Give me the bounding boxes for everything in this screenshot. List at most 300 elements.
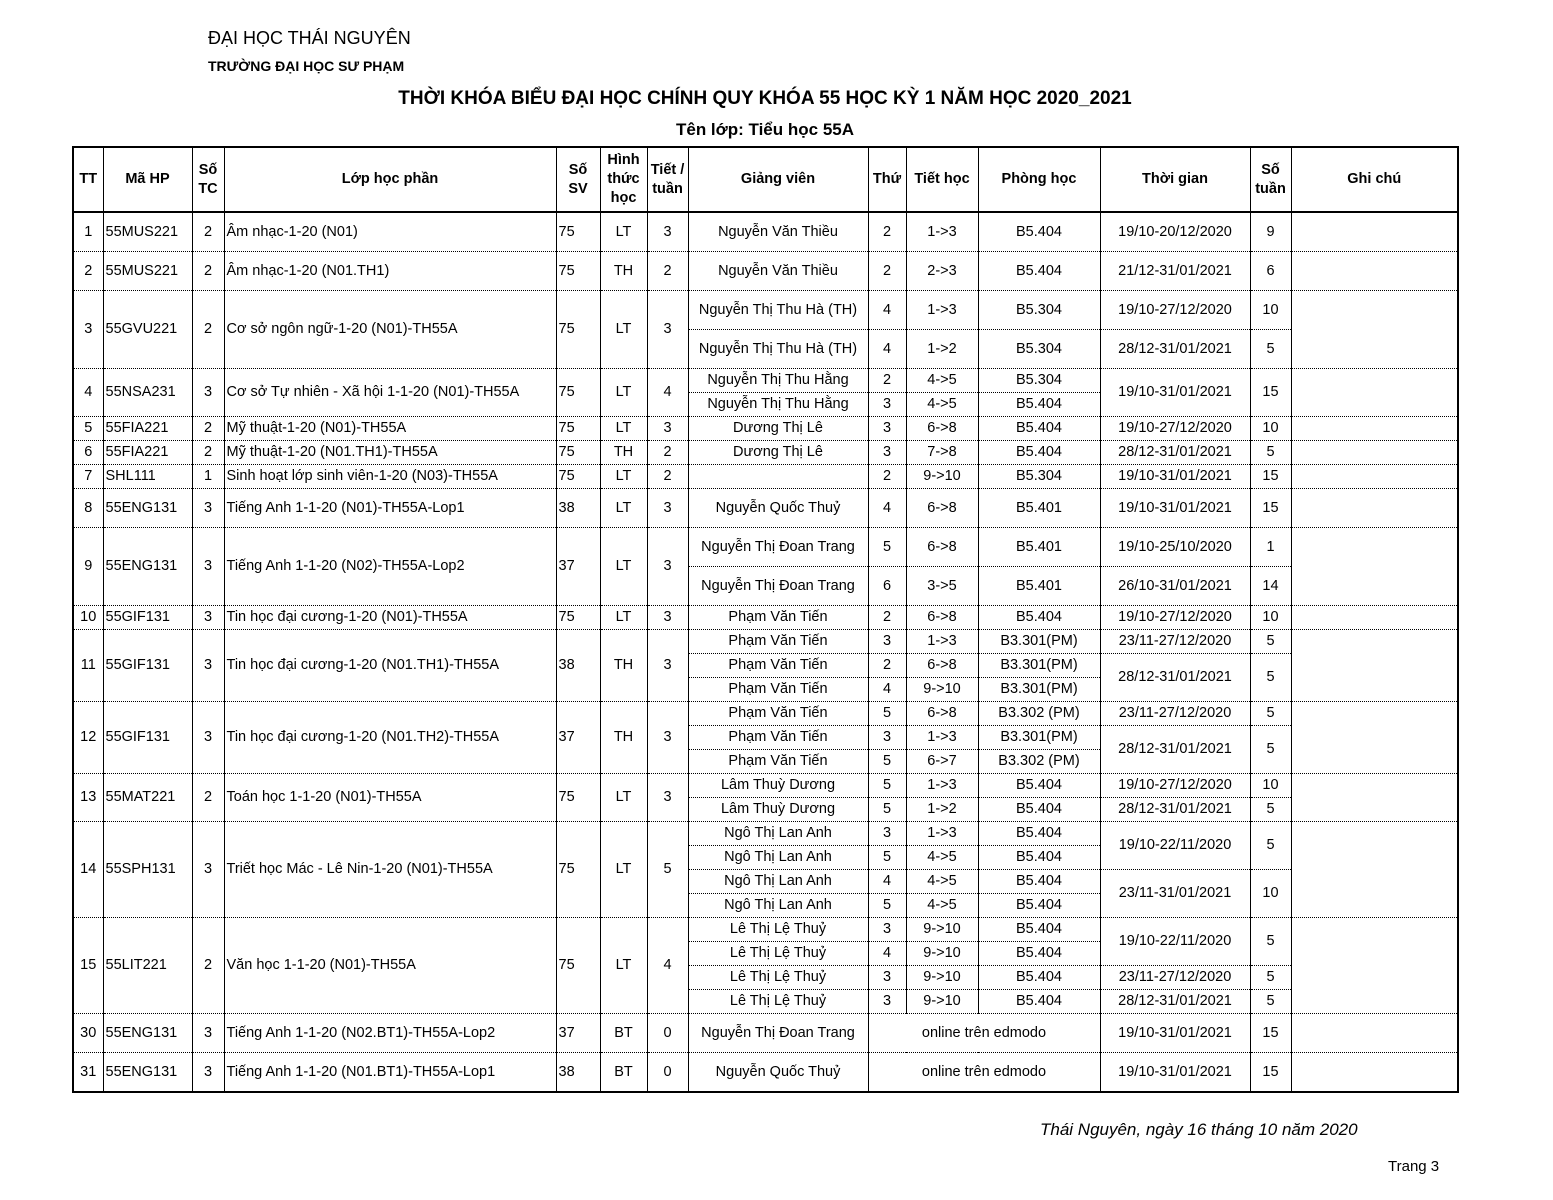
cell-thu: 5 — [868, 749, 906, 773]
cell-giang-vien: Phạm Văn Tiến — [688, 629, 868, 653]
cell-thoi-gian: 23/11-27/12/2020 — [1100, 629, 1250, 653]
cell-tiet-hoc: 1->3 — [906, 212, 978, 251]
cell-lop-hoc-phan: Âm nhạc-1-20 (N01) — [224, 212, 556, 251]
header-row — [73, 147, 1458, 212]
cell-giang-vien: Nguyễn Thị Thu Hà (TH) — [688, 290, 868, 329]
cell-thu: 3 — [868, 821, 906, 845]
timetable-body — [73, 212, 1458, 1092]
class-name: Tên lớp: Tiểu học 55A — [675, 120, 855, 139]
cell-tiet-hoc: 1->3 — [906, 725, 978, 749]
cell-hinh-thuc: LT — [600, 368, 647, 416]
cell-giang-vien: Phạm Văn Tiến — [688, 701, 868, 725]
cell-thoi-gian: 28/12-31/01/2021 — [1100, 797, 1250, 821]
cell-tiet-hoc: 9->10 — [906, 464, 978, 488]
cell-thoi-gian: 28/12-31/01/2021 — [1100, 989, 1250, 1013]
col-header-ma-hp: Mã HP — [103, 147, 192, 212]
cell-phong-hoc: B5.404 — [978, 893, 1100, 917]
cell-ma-hp: 55MUS221 — [103, 212, 192, 251]
cell-thu: 3 — [868, 965, 906, 989]
cell-so-sv: 75 — [556, 368, 600, 416]
cell-tiet-tuan: 4 — [647, 917, 688, 1013]
cell-lop-hoc-phan: Mỹ thuật-1-20 (N01.TH1)-TH55A — [224, 440, 556, 464]
cell-so-tuan: 10 — [1250, 773, 1291, 797]
cell-giang-vien: Dương Thị Lê — [688, 440, 868, 464]
cell-giang-vien: Nguyễn Quốc Thuỷ — [688, 488, 868, 527]
table-row — [73, 212, 1458, 251]
cell-so-tc: 3 — [192, 629, 224, 701]
col-header-so-sv: Số SV — [556, 147, 600, 212]
cell-tiet-hoc: 6->8 — [906, 653, 978, 677]
cell-so-tc: 3 — [192, 488, 224, 527]
table-row — [73, 464, 1458, 488]
cell-tiet-hoc: 4->5 — [906, 368, 978, 392]
cell-tt: 6 — [73, 440, 103, 464]
cell-phong-hoc: B5.404 — [978, 212, 1100, 251]
cell-ghi-chu — [1291, 440, 1458, 464]
cell-ghi-chu — [1291, 251, 1458, 290]
cell-ma-hp: 55ENG131 — [103, 1013, 192, 1052]
cell-tt: 31 — [73, 1052, 103, 1092]
cell-phong-hoc: B5.404 — [978, 845, 1100, 869]
cell-phong-hoc: B5.304 — [978, 290, 1100, 329]
university-name: ĐẠI HỌC THÁI NGUYÊN — [208, 28, 411, 48]
cell-tiet-hoc: 6->8 — [906, 416, 978, 440]
cell-so-tuan: 5 — [1250, 329, 1291, 368]
cell-so-sv: 75 — [556, 605, 600, 629]
cell-thoi-gian: 28/12-31/01/2021 — [1100, 725, 1250, 773]
cell-giang-vien: Ngô Thị Lan Anh — [688, 893, 868, 917]
cell-lop-hoc-phan: Triết học Mác - Lê Nin-1-20 (N01)-TH55A — [224, 821, 556, 917]
cell-ma-hp: 55NSA231 — [103, 368, 192, 416]
cell-so-sv: 75 — [556, 773, 600, 821]
table-row — [73, 488, 1458, 527]
cell-so-tuan: 10 — [1250, 290, 1291, 329]
cell-thu: 2 — [868, 464, 906, 488]
cell-ghi-chu — [1291, 1052, 1458, 1092]
cell-tiet-hoc: 6->8 — [906, 527, 978, 566]
cell-tiet-tuan: 3 — [647, 629, 688, 701]
cell-tiet-hoc: 4->5 — [906, 845, 978, 869]
cell-giang-vien: Nguyễn Thị Thu Hằng — [688, 392, 868, 416]
cell-phong-hoc: B5.404 — [978, 440, 1100, 464]
cell-so-tc: 3 — [192, 1013, 224, 1052]
cell-thu: 6 — [868, 566, 906, 605]
table-row — [73, 440, 1458, 464]
cell-tt: 2 — [73, 251, 103, 290]
cell-so-tc: 2 — [192, 416, 224, 440]
table-row — [73, 368, 1458, 392]
cell-tiet-hoc: 1->3 — [906, 629, 978, 653]
cell-ghi-chu — [1291, 488, 1458, 527]
cell-tiet-hoc: 6->8 — [906, 605, 978, 629]
cell-ma-hp: 55FIA221 — [103, 440, 192, 464]
cell-lop-hoc-phan: Cơ sở ngôn ngữ-1-20 (N01)-TH55A — [224, 290, 556, 368]
cell-so-tuan: 15 — [1250, 464, 1291, 488]
cell-giang-vien: Phạm Văn Tiến — [688, 605, 868, 629]
cell-ghi-chu — [1291, 1013, 1458, 1052]
cell-thoi-gian: 19/10-27/12/2020 — [1100, 290, 1250, 329]
table-row — [73, 917, 1458, 941]
cell-so-sv: 75 — [556, 290, 600, 368]
table-row — [73, 527, 1458, 566]
cell-phong-hoc: B5.404 — [978, 392, 1100, 416]
table-row — [73, 290, 1458, 329]
cell-so-sv: 38 — [556, 1052, 600, 1092]
cell-tiet-tuan: 3 — [647, 212, 688, 251]
cell-lop-hoc-phan: Mỹ thuật-1-20 (N01)-TH55A — [224, 416, 556, 440]
table-row — [73, 773, 1458, 797]
cell-hinh-thuc: BT — [600, 1052, 647, 1092]
cell-tiet-tuan: 3 — [647, 488, 688, 527]
cell-so-sv: 75 — [556, 416, 600, 440]
cell-thu: 3 — [868, 989, 906, 1013]
cell-lop-hoc-phan: Tin học đại cương-1-20 (N01.TH2)-TH55A — [224, 701, 556, 773]
cell-phong-hoc: B5.404 — [978, 989, 1100, 1013]
cell-ma-hp: 55FIA221 — [103, 416, 192, 440]
col-header-thu: Thứ — [868, 147, 906, 212]
cell-thu: 5 — [868, 527, 906, 566]
cell-tt: 9 — [73, 527, 103, 605]
timetable — [72, 146, 1459, 1093]
cell-so-tuan: 5 — [1250, 629, 1291, 653]
cell-ghi-chu — [1291, 917, 1458, 1013]
cell-tt: 7 — [73, 464, 103, 488]
cell-ma-hp: 55LIT221 — [103, 917, 192, 1013]
cell-hinh-thuc: TH — [600, 440, 647, 464]
cell-so-sv: 38 — [556, 488, 600, 527]
cell-tiet-hoc: 9->10 — [906, 965, 978, 989]
cell-tiet-hoc: 9->10 — [906, 989, 978, 1013]
cell-tt: 30 — [73, 1013, 103, 1052]
cell-so-tc: 3 — [192, 1052, 224, 1092]
cell-ghi-chu — [1291, 212, 1458, 251]
col-header-hinh-thuc: Hình thức học — [600, 147, 647, 212]
cell-thu: 5 — [868, 773, 906, 797]
cell-thoi-gian: 19/10-31/01/2021 — [1100, 488, 1250, 527]
cell-phong-hoc: B5.401 — [978, 527, 1100, 566]
cell-so-tc: 2 — [192, 773, 224, 821]
cell-lop-hoc-phan: Cơ sở Tự nhiên - Xã hội 1-1-20 (N01)-TH55A — [224, 368, 556, 416]
cell-giang-vien: Lê Thị Lệ Thuỷ — [688, 917, 868, 941]
cell-ghi-chu — [1291, 821, 1458, 917]
cell-giang-vien: Nguyễn Thị Đoan Trang — [688, 1013, 868, 1052]
col-header-lop-hoc-phan: Lớp học phần — [224, 147, 556, 212]
col-header-giang-vien: Giảng viên — [688, 147, 868, 212]
table-row — [73, 1013, 1458, 1052]
cell-tiet-tuan: 2 — [647, 464, 688, 488]
cell-thu: 5 — [868, 797, 906, 821]
cell-thoi-gian: 19/10-25/10/2020 — [1100, 527, 1250, 566]
cell-so-tuan: 6 — [1250, 251, 1291, 290]
page-number: Trang 3 — [1388, 1158, 1440, 1175]
col-header-phong-hoc: Phòng học — [978, 147, 1100, 212]
cell-tiet-tuan: 3 — [647, 701, 688, 773]
cell-giang-vien: Nguyễn Thị Thu Hằng — [688, 368, 868, 392]
col-header-tiet-tuan: Tiết / tuần — [647, 147, 688, 212]
cell-so-tuan: 15 — [1250, 1013, 1291, 1052]
cell-giang-vien: Phạm Văn Tiến — [688, 677, 868, 701]
cell-so-tc: 3 — [192, 821, 224, 917]
cell-tiet-tuan: 0 — [647, 1013, 688, 1052]
cell-tiet-hoc: 6->7 — [906, 749, 978, 773]
cell-thu: 3 — [868, 917, 906, 941]
cell-tiet-hoc: 1->3 — [906, 290, 978, 329]
cell-so-tc: 3 — [192, 527, 224, 605]
cell-tiet-hoc: 4->5 — [906, 869, 978, 893]
cell-hinh-thuc: LT — [600, 773, 647, 821]
cell-ma-hp: 55ENG131 — [103, 488, 192, 527]
cell-thu: 5 — [868, 845, 906, 869]
cell-so-tuan: 15 — [1250, 368, 1291, 416]
cell-lop-hoc-phan: Tiếng Anh 1-1-20 (N02.BT1)-TH55A-Lop2 — [224, 1013, 556, 1052]
cell-tiet-tuan: 3 — [647, 290, 688, 368]
cell-thoi-gian: 28/12-31/01/2021 — [1100, 329, 1250, 368]
cell-so-tuan: 5 — [1250, 797, 1291, 821]
cell-ghi-chu — [1291, 416, 1458, 440]
cell-phong-hoc: B5.404 — [978, 416, 1100, 440]
cell-giang-vien — [688, 464, 868, 488]
cell-ma-hp: 55SPH131 — [103, 821, 192, 917]
table-row — [73, 821, 1458, 845]
cell-so-tc: 2 — [192, 212, 224, 251]
col-header-tt: TT — [73, 147, 103, 212]
cell-phong-hoc: B5.404 — [978, 869, 1100, 893]
cell-ghi-chu — [1291, 605, 1458, 629]
cell-lop-hoc-phan: Sinh hoạt lớp sinh viên-1-20 (N03)-TH55A — [224, 464, 556, 488]
cell-thoi-gian: 23/11-27/12/2020 — [1100, 965, 1250, 989]
table-row — [73, 605, 1458, 629]
cell-hinh-thuc: LT — [600, 464, 647, 488]
cell-thoi-gian: 19/10-27/12/2020 — [1100, 773, 1250, 797]
cell-hinh-thuc: TH — [600, 251, 647, 290]
cell-so-tc: 1 — [192, 464, 224, 488]
cell-phong-hoc: B3.301(PM) — [978, 653, 1100, 677]
cell-thu: 3 — [868, 392, 906, 416]
cell-thu: 4 — [868, 677, 906, 701]
cell-tiet-hoc: 1->3 — [906, 821, 978, 845]
cell-thu: 3 — [868, 629, 906, 653]
cell-ma-hp: 55MUS221 — [103, 251, 192, 290]
cell-ma-hp: 55GIF131 — [103, 701, 192, 773]
cell-phong-hoc: B3.301(PM) — [978, 677, 1100, 701]
cell-phong-hoc: B5.404 — [978, 251, 1100, 290]
cell-phong-hoc: B5.404 — [978, 965, 1100, 989]
cell-phong-hoc: B3.301(PM) — [978, 725, 1100, 749]
cell-thoi-gian: 19/10-20/12/2020 — [1100, 212, 1250, 251]
cell-lop-hoc-phan: Tiếng Anh 1-1-20 (N01.BT1)-TH55A-Lop1 — [224, 1052, 556, 1092]
col-header-so-tc: Số TC — [192, 147, 224, 212]
cell-tiet-tuan: 2 — [647, 251, 688, 290]
cell-hinh-thuc: TH — [600, 701, 647, 773]
cell-giang-vien: Phạm Văn Tiến — [688, 749, 868, 773]
cell-tt: 10 — [73, 605, 103, 629]
cell-tiet-tuan: 2 — [647, 440, 688, 464]
cell-giang-vien: Lê Thị Lệ Thuỷ — [688, 989, 868, 1013]
cell-ghi-chu — [1291, 368, 1458, 416]
cell-online: online trên edmodo — [868, 1013, 1100, 1052]
cell-hinh-thuc: LT — [600, 527, 647, 605]
cell-thoi-gian: 28/12-31/01/2021 — [1100, 653, 1250, 701]
cell-thu: 4 — [868, 869, 906, 893]
cell-thoi-gian: 28/12-31/01/2021 — [1100, 440, 1250, 464]
cell-ghi-chu — [1291, 773, 1458, 821]
cell-so-sv: 38 — [556, 629, 600, 701]
cell-phong-hoc: B5.404 — [978, 917, 1100, 941]
cell-tiet-hoc: 9->10 — [906, 941, 978, 965]
cell-tiet-hoc: 4->5 — [906, 893, 978, 917]
cell-phong-hoc: B5.304 — [978, 329, 1100, 368]
cell-phong-hoc: B3.302 (PM) — [978, 701, 1100, 725]
cell-giang-vien: Nguyễn Quốc Thuỷ — [688, 1052, 868, 1092]
cell-lop-hoc-phan: Tin học đại cương-1-20 (N01)-TH55A — [224, 605, 556, 629]
cell-thoi-gian: 19/10-31/01/2021 — [1100, 1052, 1250, 1092]
cell-hinh-thuc: LT — [600, 605, 647, 629]
cell-giang-vien: Phạm Văn Tiến — [688, 653, 868, 677]
cell-tiet-hoc: 1->3 — [906, 773, 978, 797]
cell-so-tc: 2 — [192, 440, 224, 464]
cell-so-sv: 37 — [556, 1013, 600, 1052]
cell-so-sv: 37 — [556, 701, 600, 773]
cell-thu: 2 — [868, 605, 906, 629]
cell-thu: 4 — [868, 290, 906, 329]
table-row — [73, 251, 1458, 290]
cell-hinh-thuc: LT — [600, 416, 647, 440]
cell-giang-vien: Lê Thị Lệ Thuỷ — [688, 965, 868, 989]
date-line: Thái Nguyên, ngày 16 tháng 10 năm 2020 — [1040, 1120, 1358, 1139]
cell-so-tuan: 5 — [1250, 821, 1291, 869]
cell-phong-hoc: B5.404 — [978, 821, 1100, 845]
cell-tt: 3 — [73, 290, 103, 368]
cell-phong-hoc: B5.401 — [978, 566, 1100, 605]
cell-ghi-chu — [1291, 629, 1458, 701]
cell-hinh-thuc: LT — [600, 821, 647, 917]
cell-ma-hp: 55GVU221 — [103, 290, 192, 368]
cell-so-tuan: 5 — [1250, 917, 1291, 965]
cell-ma-hp: SHL111 — [103, 464, 192, 488]
cell-online: online trên edmodo — [868, 1052, 1100, 1092]
cell-so-tc: 3 — [192, 701, 224, 773]
cell-phong-hoc: B5.404 — [978, 797, 1100, 821]
cell-ghi-chu — [1291, 464, 1458, 488]
cell-tt: 13 — [73, 773, 103, 821]
cell-ma-hp: 55GIF131 — [103, 605, 192, 629]
cell-giang-vien: Nguyễn Thị Thu Hà (TH) — [688, 329, 868, 368]
cell-tiet-hoc: 4->5 — [906, 392, 978, 416]
cell-thu: 2 — [868, 653, 906, 677]
cell-thoi-gian: 23/11-31/01/2021 — [1100, 869, 1250, 917]
cell-thu: 3 — [868, 440, 906, 464]
cell-tiet-hoc: 6->8 — [906, 701, 978, 725]
cell-giang-vien: Lâm Thuỳ Dương — [688, 773, 868, 797]
cell-so-tuan: 10 — [1250, 416, 1291, 440]
cell-thoi-gian: 23/11-27/12/2020 — [1100, 701, 1250, 725]
cell-thu: 2 — [868, 212, 906, 251]
cell-thoi-gian: 19/10-22/11/2020 — [1100, 821, 1250, 869]
cell-tiet-tuan: 3 — [647, 416, 688, 440]
cell-thoi-gian: 19/10-22/11/2020 — [1100, 917, 1250, 965]
cell-thoi-gian: 21/12-31/01/2021 — [1100, 251, 1250, 290]
cell-thu: 3 — [868, 725, 906, 749]
table-row — [73, 416, 1458, 440]
col-header-ghi-chu: Ghi chú — [1291, 147, 1458, 212]
cell-thoi-gian: 19/10-31/01/2021 — [1100, 1013, 1250, 1052]
cell-hinh-thuc: LT — [600, 212, 647, 251]
cell-thoi-gian: 19/10-27/12/2020 — [1100, 605, 1250, 629]
cell-ma-hp: 55GIF131 — [103, 629, 192, 701]
cell-giang-vien: Nguyễn Thị Đoan Trang — [688, 566, 868, 605]
cell-ghi-chu — [1291, 701, 1458, 773]
cell-tiet-tuan: 5 — [647, 821, 688, 917]
cell-giang-vien: Phạm Văn Tiến — [688, 725, 868, 749]
cell-hinh-thuc: BT — [600, 1013, 647, 1052]
cell-so-tc: 2 — [192, 251, 224, 290]
cell-so-sv: 37 — [556, 527, 600, 605]
cell-so-tuan: 10 — [1250, 869, 1291, 917]
cell-so-tuan: 1 — [1250, 527, 1291, 566]
cell-thoi-gian: 26/10-31/01/2021 — [1100, 566, 1250, 605]
cell-tiet-tuan: 3 — [647, 605, 688, 629]
cell-hinh-thuc: TH — [600, 629, 647, 701]
cell-thu: 3 — [868, 416, 906, 440]
cell-giang-vien: Ngô Thị Lan Anh — [688, 845, 868, 869]
cell-so-tuan: 5 — [1250, 701, 1291, 725]
cell-so-tc: 3 — [192, 368, 224, 416]
cell-so-tc: 2 — [192, 290, 224, 368]
cell-tiet-tuan: 3 — [647, 527, 688, 605]
cell-lop-hoc-phan: Tiếng Anh 1-1-20 (N01)-TH55A-Lop1 — [224, 488, 556, 527]
cell-so-sv: 75 — [556, 212, 600, 251]
cell-phong-hoc: B5.404 — [978, 773, 1100, 797]
cell-giang-vien: Nguyễn Văn Thiều — [688, 212, 868, 251]
col-header-so-tuan: Số tuần — [1250, 147, 1291, 212]
cell-phong-hoc: B5.404 — [978, 605, 1100, 629]
cell-thu: 4 — [868, 488, 906, 527]
cell-thu: 5 — [868, 701, 906, 725]
page-title: THỜI KHÓA BIỂU ĐẠI HỌC CHÍNH QUY KHÓA 55 HỌC KỲ 1 NĂM HỌC 2020_2021 — [398, 88, 1132, 109]
cell-tiet-tuan: 0 — [647, 1052, 688, 1092]
cell-tiet-hoc: 1->2 — [906, 329, 978, 368]
cell-phong-hoc: B5.404 — [978, 941, 1100, 965]
cell-phong-hoc: B5.304 — [978, 464, 1100, 488]
cell-so-sv: 75 — [556, 917, 600, 1013]
cell-tt: 12 — [73, 701, 103, 773]
table-row — [73, 629, 1458, 653]
cell-tt: 5 — [73, 416, 103, 440]
cell-so-tuan: 5 — [1250, 989, 1291, 1013]
cell-so-sv: 75 — [556, 440, 600, 464]
col-header-thoi-gian: Thời gian — [1100, 147, 1250, 212]
cell-so-sv: 75 — [556, 251, 600, 290]
cell-thu: 2 — [868, 368, 906, 392]
cell-giang-vien: Lê Thị Lệ Thuỷ — [688, 941, 868, 965]
cell-giang-vien: Ngô Thị Lan Anh — [688, 821, 868, 845]
cell-tt: 4 — [73, 368, 103, 416]
cell-so-tc: 2 — [192, 917, 224, 1013]
cell-ma-hp: 55MAT221 — [103, 773, 192, 821]
cell-thu: 2 — [868, 251, 906, 290]
cell-tiet-hoc: 7->8 — [906, 440, 978, 464]
cell-phong-hoc: B5.401 — [978, 488, 1100, 527]
cell-lop-hoc-phan: Văn học 1-1-20 (N01)-TH55A — [224, 917, 556, 1013]
cell-so-tuan: 10 — [1250, 605, 1291, 629]
cell-so-tuan: 15 — [1250, 1052, 1291, 1092]
cell-hinh-thuc: LT — [600, 290, 647, 368]
cell-so-tuan: 14 — [1250, 566, 1291, 605]
cell-tiet-hoc: 3->5 — [906, 566, 978, 605]
cell-hinh-thuc: LT — [600, 488, 647, 527]
cell-thoi-gian: 19/10-31/01/2021 — [1100, 464, 1250, 488]
cell-tiet-hoc: 9->10 — [906, 677, 978, 701]
